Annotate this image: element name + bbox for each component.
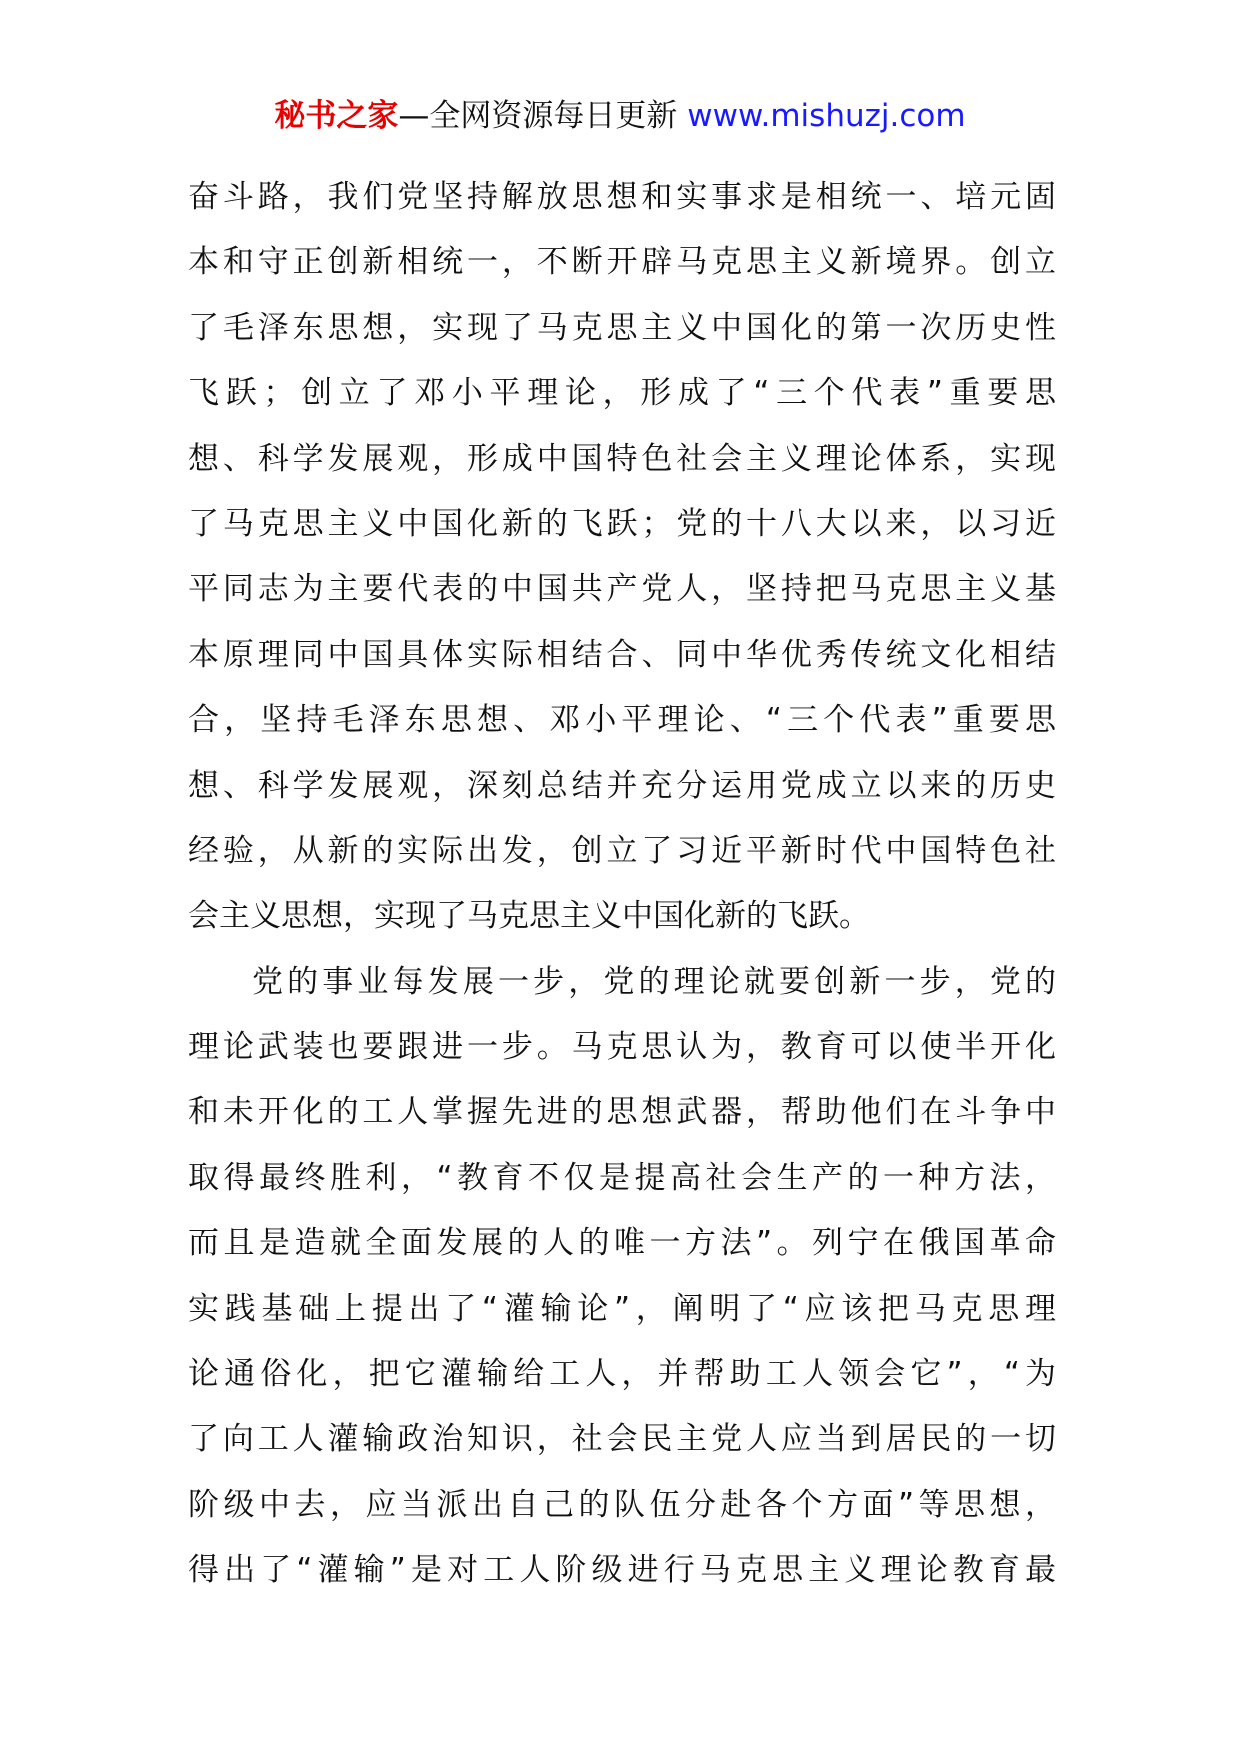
text-line: 飞跃；创立了邓小平理论，形成了“三个代表”重要思 xyxy=(188,375,1056,412)
site-url-link[interactable]: www.mishuzj.com xyxy=(687,98,966,134)
text-line: 了毛泽东思想，实现了马克思主义中国化的第一次历史性 xyxy=(188,309,1056,346)
site-header xyxy=(0,96,1240,136)
text-line: 得出了“灌输”是对工人阶级进行马克思主义理论教育最 xyxy=(188,1552,1056,1589)
text-line: 经验，从新的实际出发，创立了习近平新时代中国特色社 xyxy=(188,832,1056,869)
text-line: 了马克思主义中国化新的飞跃；党的十八大以来，以习近 xyxy=(188,505,1056,542)
text-line: 和未开化的工人掌握先进的思想武器，帮助他们在斗争中 xyxy=(188,1094,1056,1131)
text-line: 合，坚持毛泽东思想、邓小平理论、“三个代表”重要思 xyxy=(188,702,1056,739)
text-line: 了向工人灌输政治知识，社会民主党人应当到居民的一切 xyxy=(188,1421,1056,1458)
text-line: 奋斗路，我们党坚持解放思想和实事求是相统一、培元固 xyxy=(188,179,1056,215)
brand-name: 秘书之家 xyxy=(274,98,399,134)
text-line: 而且是造就全面发展的人的唯一方法”。列宁在俄国革命 xyxy=(188,1225,1056,1262)
text-line: 阶级中去，应当派出自己的队伍分赴各个方面”等思想， xyxy=(188,1486,1056,1523)
text-line: 理论武装也要跟进一步。马克思认为，教育可以使半开化 xyxy=(188,1029,1056,1066)
text-line: 实践基础上提出了“灌输论”，阐明了“应该把马克思理 xyxy=(188,1290,1056,1327)
document-body xyxy=(188,165,1056,1604)
text-line: 论通俗化，把它灌输给工人，并帮助工人领会它”，“为 xyxy=(188,1356,1056,1393)
text-line: 本原理同中国具体实际相结合、同中华优秀传统文化相结 xyxy=(188,636,1056,673)
text-line: 本和守正创新相统一，不断开辟马克思主义新境界。创立 xyxy=(188,244,1056,281)
paragraph-start-line: 党的事业每发展一步，党的理论就要创新一步，党的 xyxy=(252,963,1056,1000)
text-line: 想、科学发展观，形成中国特色社会主义理论体系，实现 xyxy=(188,440,1056,477)
text-line: 平同志为主要代表的中国共产党人，坚持把马克思主义基 xyxy=(188,571,1056,608)
text-line: 想、科学发展观，深刻总结并充分运用党成立以来的历史 xyxy=(188,767,1056,804)
paragraph-end-line: 会主义思想，实现了马克思主义中国化新的飞跃。 xyxy=(188,898,870,935)
text-line: 取得最终胜利，“教育不仅是提高社会生产的一种方法， xyxy=(188,1159,1056,1196)
header-tagline: —全网资源每日更新 xyxy=(398,98,678,134)
